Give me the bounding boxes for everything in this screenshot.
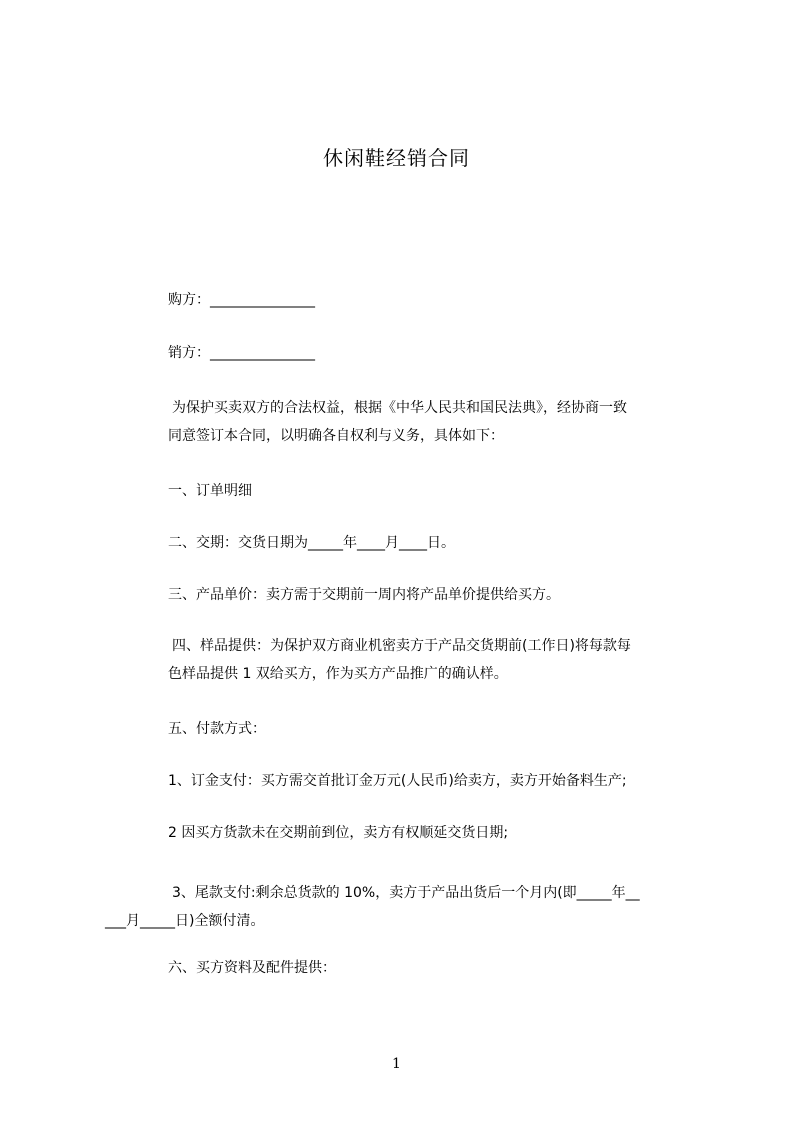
section-2-delivery: 二、交期：交货日期为_____年____月____日。	[168, 535, 455, 551]
payment-item-3-line-1: 3、尾款支付:剩余总货款的 10%，卖方于产品出货后一个月内(即_____年__	[172, 885, 640, 901]
section-4-line-1: 四、样品提供：为保护双方商业机密卖方于产品交货期前(工作日)将每款每	[172, 638, 631, 654]
payment-item-3-line-2: ___月_____日)全额付清。	[105, 913, 265, 929]
seller-line: 销方：_______________	[168, 345, 315, 361]
section-3-price: 三、产品单价：卖方需于交期前一周内将产品单价提供给买方。	[168, 587, 560, 603]
intro-line-2: 同意签订本合同，以明确各自权利与义务，具体如下：	[168, 428, 504, 444]
section-4-line-2: 色样品提供 1 双给买方，作为买方产品推广的确认样。	[168, 666, 508, 682]
section-6-heading: 六、买方资料及配件提供：	[168, 960, 336, 976]
payment-item-1: 1、订金支付：买方需交首批订金万元(人民币)给卖方，卖方开始备料生产;	[168, 773, 627, 789]
intro-line-1: 为保护买卖双方的合法权益，根据《中华人民共和国民法典》，经协商一致	[172, 400, 627, 416]
page-number: 1	[392, 1056, 401, 1072]
payment-item-2: 2 因买方货款未在交期前到位，卖方有权顺延交货日期;	[168, 825, 509, 841]
intro-paragraph-cont	[168, 419, 708, 453]
section-4-paragraph-cont	[168, 657, 708, 691]
section-5-heading: 五、付款方式：	[168, 721, 266, 737]
document-title: 休闲鞋经销合同	[323, 146, 470, 170]
payment-item-3-cont	[105, 904, 645, 938]
buyer-line: 购方：_______________	[168, 292, 315, 308]
section-1-heading: 一、订单明细	[168, 483, 252, 499]
